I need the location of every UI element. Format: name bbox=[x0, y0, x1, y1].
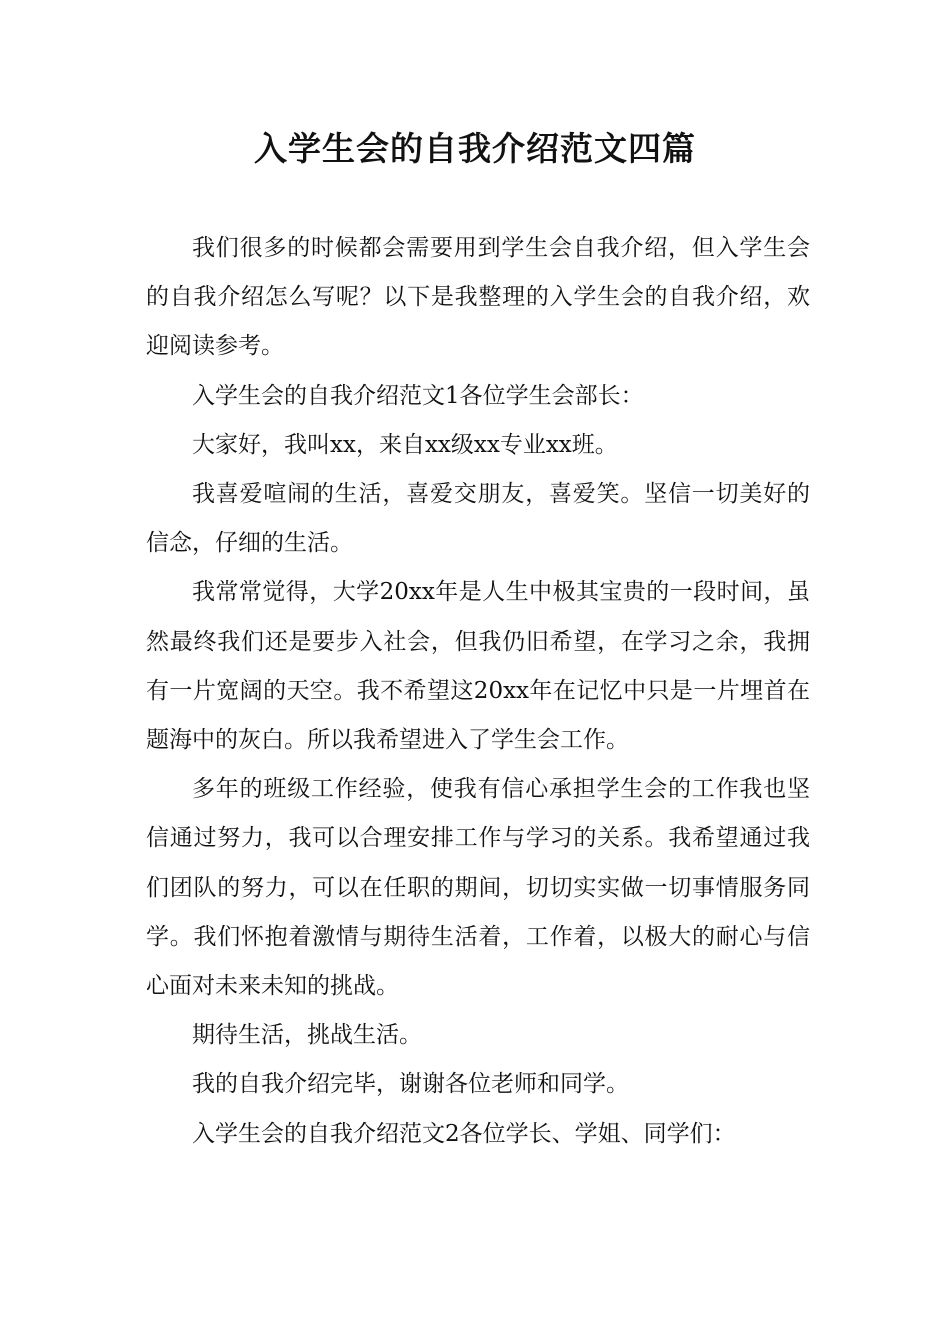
paragraph-motto: 期待生活，挑战生活。 bbox=[192, 1022, 422, 1049]
paragraph-intro: 我们很多的时候都会需要用到学生会自我介绍，但入学生会的自我介绍怎么写呢？以下是我整理的入学生会的自我介绍，欢迎阅读参考。 bbox=[146, 235, 810, 360]
paragraph-closing: 我的自我介绍完毕，谢谢各位老师和同学。 bbox=[192, 1071, 629, 1098]
paragraph-sample2-heading: 入学生会的自我介绍范文2各位学长、学姐、同学们： bbox=[192, 1120, 736, 1147]
paragraph-sample1-heading: 入学生会的自我介绍范文1各位学生会部长： bbox=[192, 382, 644, 409]
document-title: 入学生会的自我介绍范文四篇 bbox=[254, 129, 696, 168]
paragraph-greeting: 大家好，我叫xx，来自xx级xx专业xx班。 bbox=[192, 431, 618, 458]
paragraph-hobbies: 我喜爱喧闹的生活，喜爱交朋友，喜爱笑。坚信一切美好的信念，仔细的生活。 bbox=[146, 481, 810, 557]
paragraph-college-life: 我常常觉得，大学20xx年是人生中极其宝贵的一段时间，虽然最终我们还是要步入社会，但我仍旧希望，在学习之余，我拥有一片宽阔的天空。我不希望这20xx年在记忆中只是一片埋首在题海中的灰白。所以我希望进入了学生会工作。 bbox=[146, 579, 810, 754]
paragraph-experience: 多年的班级工作经验，使我有信心承担学生会的工作我也坚信通过努力，我可以合理安排工作与学习的关系。我希望通过我们团队的努力，可以在任职的期间，切切实实做一切事情服务同学。我们怀抱着激情与期待生活着，工作着，以极大的耐心与信心面对未来未知的挑战。 bbox=[146, 776, 810, 1000]
document-body bbox=[146, 224, 810, 1159]
